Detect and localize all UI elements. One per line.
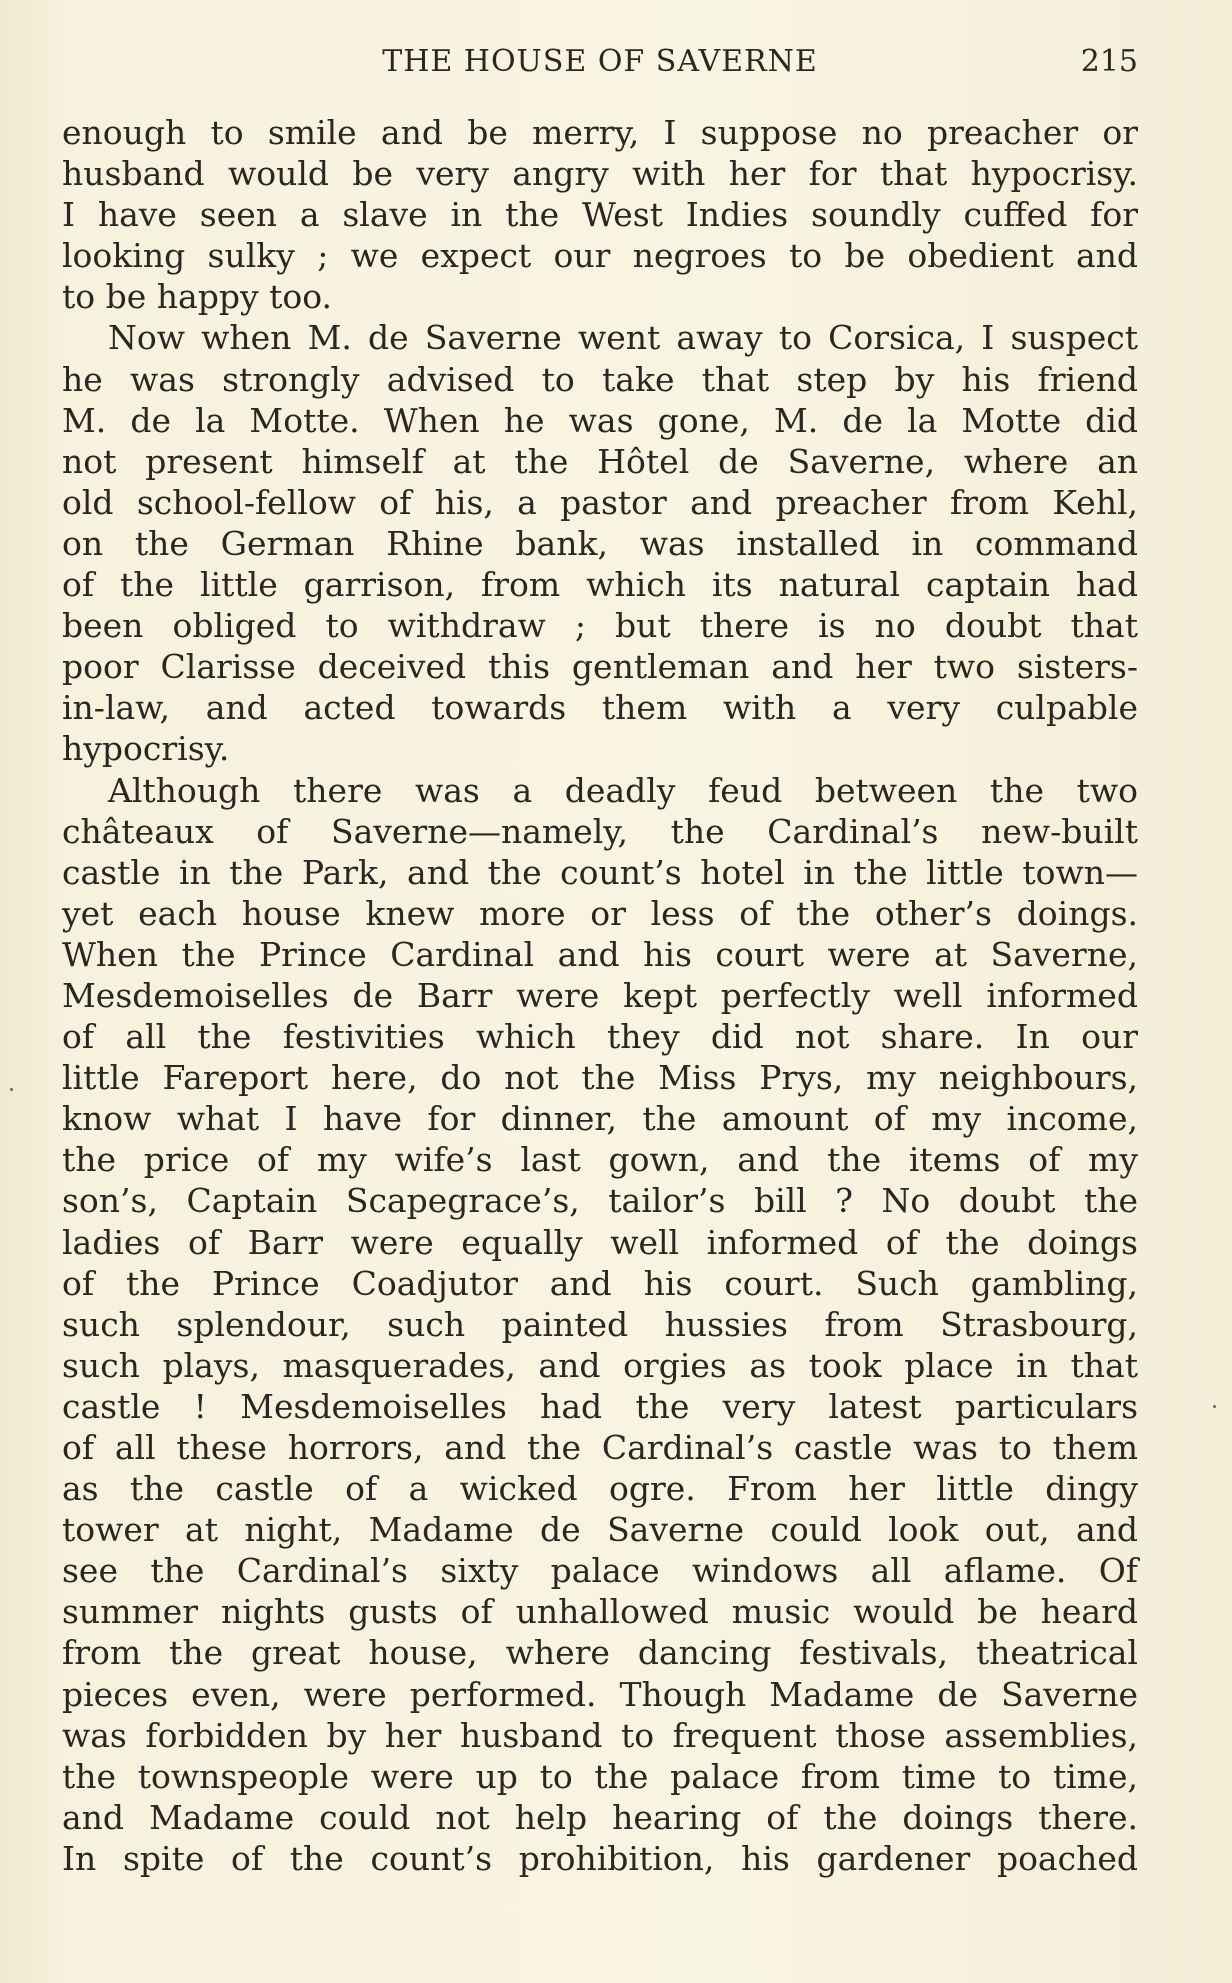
text-line: been obliged to withdraw ; but there is no doubt that [62, 606, 1138, 646]
text-line: When the Prince Cardinal and his court were at Saverne, [62, 934, 1138, 974]
text-line: I have seen a slave in the West Indies soundly cuffed for [62, 195, 1138, 235]
margin-speck [1213, 1405, 1216, 1408]
text-line: castle in the Park, and the count’s hotel in the little town— [62, 852, 1138, 892]
text-line: husband would be very angry with her for that hypocrisy. [62, 154, 1138, 194]
text-line: castle ! Mesdemoiselles had the very latest particulars [62, 1386, 1138, 1426]
text-line: the price of my wife’s last gown, and the items of my [62, 1140, 1138, 1180]
text-line: enough to smile and be merry, I suppose no preacher or [62, 113, 1138, 152]
text-line: In spite of the count’s prohibition, his gardener poached [62, 1838, 1138, 1878]
text-line: as the castle of a wicked ogre. From her little dingy [62, 1469, 1138, 1509]
text-line: was forbidden by her husband to frequent those assemblies, [62, 1715, 1138, 1755]
text-line: of all these horrors, and the Cardinal’s castle was to them [62, 1428, 1138, 1467]
text-line: old school-fellow of his, a pastor and preacher from Kehl, [62, 482, 1138, 522]
paragraph-first-line: Although there was a deadly feud between the two [108, 770, 1138, 810]
text-line: and Madame could not help hearing of the doings there. [62, 1797, 1138, 1837]
text-line: son’s, Captain Scapegrace’s, tailor’s bill ? No doubt the [62, 1181, 1138, 1221]
text-line: know what I have for dinner, the amount of my income, [62, 1099, 1138, 1139]
text-line: M. de la Motte. When he was gone, M. de la Motte did [62, 400, 1138, 440]
page-header [62, 38, 1138, 86]
text-line: he was strongly advised to take that step by his friend [62, 359, 1138, 399]
text-line: hypocrisy. [62, 729, 230, 769]
text-line: such plays, masquerades, and orgies as took place in that [62, 1345, 1138, 1385]
text-line: of the Prince Coadjutor and his court. Such gambling, [62, 1263, 1138, 1303]
text-line: not present himself at the Hôtel de Saverne, where an [62, 441, 1138, 481]
text-line: châteaux of Saverne—namely, the Cardinal’s new-built [62, 811, 1138, 851]
text-line: such splendour, such painted hussies from Strasbourg, [62, 1304, 1138, 1344]
margin-speck [10, 1088, 13, 1091]
text-line: poor Clarisse deceived this gentleman and her two sisters- [62, 647, 1138, 687]
text-line: to be happy too. [62, 277, 332, 317]
text-line: looking sulky ; we expect our negroes to be obedient and [62, 236, 1138, 276]
page-number: 215 [1080, 44, 1138, 79]
text-line: ladies of Barr were equally well informed of the doings [62, 1222, 1138, 1262]
text-line: pieces even, were performed. Though Madame de Saverne [62, 1674, 1138, 1714]
text-line: on the German Rhine bank, was installed in command [62, 523, 1138, 563]
running-head: THE HOUSE OF SAVERNE [382, 44, 818, 79]
text-line: of the little garrison, from which its natural captain had [62, 565, 1138, 605]
text-line: Mesdemoiselles de Barr were kept perfectly well informed [62, 975, 1138, 1015]
paragraph-first-line: Now when M. de Saverne went away to Corsica, I suspect [108, 318, 1138, 358]
text-line: see the Cardinal’s sixty palace windows all aflame. Of [62, 1551, 1138, 1591]
text-line: little Fareport here, do not the Miss Prys, my neighbours, [62, 1058, 1138, 1098]
body-text [62, 112, 1138, 1879]
text-line: of all the festivities which they did not share. In our [62, 1017, 1138, 1057]
text-line: yet each house knew more or less of the other’s doings. [62, 893, 1138, 933]
text-line: summer nights gusts of unhallowed music would be heard [62, 1592, 1138, 1632]
text-line: from the great house, where dancing festivals, theatrical [62, 1633, 1138, 1673]
text-line: the townspeople were up to the palace from time to time, [62, 1756, 1138, 1796]
text-line: in-law, and acted towards them with a very culpable [62, 688, 1138, 728]
text-line: tower at night, Madame de Saverne could look out, and [62, 1510, 1138, 1550]
